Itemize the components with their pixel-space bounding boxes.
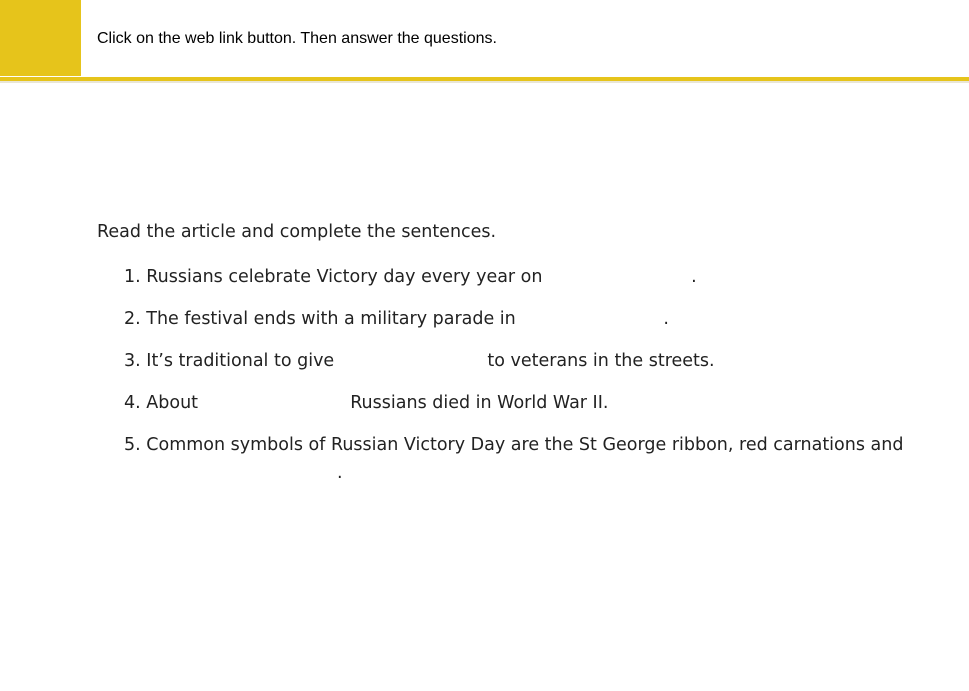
question-number: 5. bbox=[124, 435, 141, 455]
question-text-after: . bbox=[663, 309, 669, 329]
question-text-after: to veterans in the streets. bbox=[487, 351, 715, 371]
question-number: 2. bbox=[124, 309, 141, 329]
question-text-before: It’s traditional to give bbox=[146, 351, 335, 371]
question-text-before: The festival ends with a military parade in bbox=[146, 309, 516, 329]
task-prompt: Read the article and complete the sentences. bbox=[97, 222, 497, 242]
instruction-text: Click on the web link button. Then answer the questions. bbox=[97, 30, 497, 47]
question-item bbox=[124, 309, 669, 329]
question-number: 1. bbox=[124, 267, 141, 287]
question-text-after: . bbox=[691, 267, 697, 287]
question-item bbox=[124, 267, 697, 287]
question-number: 3. bbox=[124, 351, 141, 371]
question-item bbox=[124, 393, 608, 413]
question-number: 4. bbox=[124, 393, 141, 413]
question-text-after: Russians died in World War II. bbox=[350, 393, 609, 413]
question-item bbox=[124, 351, 715, 371]
question-item bbox=[124, 435, 903, 455]
question-item-continuation bbox=[124, 463, 343, 483]
question-text-before: About bbox=[146, 393, 199, 413]
header-divider-shadow bbox=[0, 81, 969, 83]
header-accent-block bbox=[0, 0, 81, 76]
question-text-after: . bbox=[337, 463, 343, 483]
question-text-before: Russians celebrate Victory day every year on bbox=[146, 267, 543, 287]
question-text-before: Common symbols of Russian Victory Day are the St George ribbon, red carnations and bbox=[146, 435, 904, 455]
